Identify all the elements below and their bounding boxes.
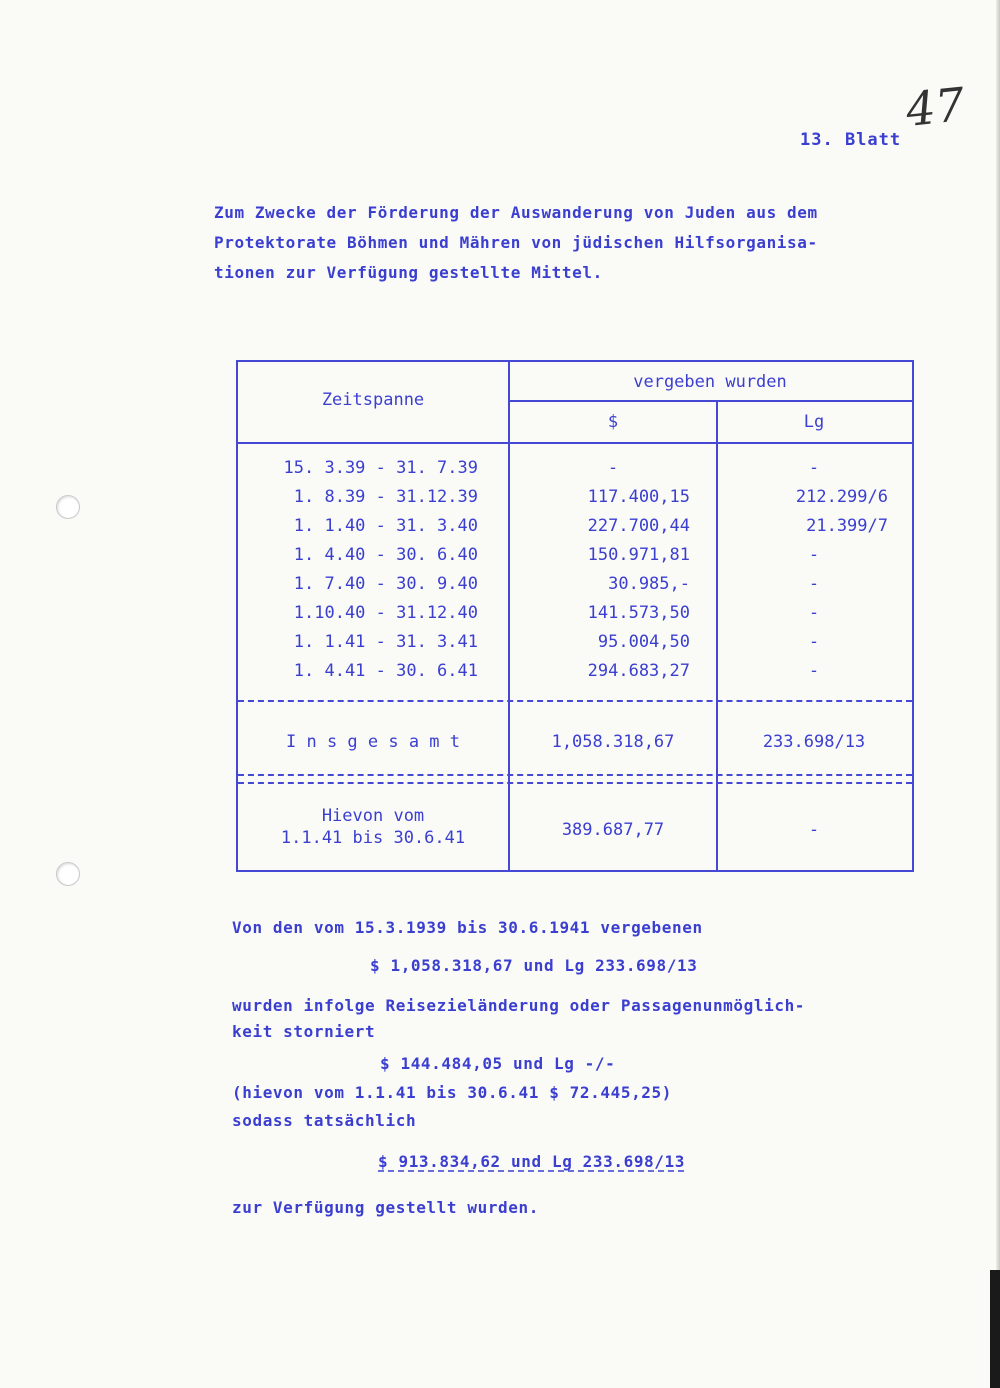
lg-cell: - xyxy=(808,603,820,623)
lg-cell: - xyxy=(808,458,820,478)
funds-table xyxy=(236,360,914,872)
total-lg: 233.698/13 xyxy=(762,732,866,752)
dollar-cell: 117.400,15 xyxy=(587,487,690,507)
summary-line: $ 1,058.318,67 und Lg 233.698/13 xyxy=(370,956,698,975)
page-edge xyxy=(996,0,1000,1388)
total-label: I n s g e s a m t xyxy=(286,732,460,752)
dollar-cell: 227.700,44 xyxy=(587,516,690,536)
intro-line: tionen zur Verfügung gestellte Mittel. xyxy=(214,263,603,282)
column-header-lg: Lg xyxy=(803,412,825,432)
column-header-group: vergeben wurden xyxy=(633,372,787,392)
punch-hole-bottom xyxy=(56,862,80,886)
period-cell: 1. 4.40 - 30. 6.40 xyxy=(293,545,478,565)
summary-line: wurden infolge Reisezieländerung oder Passagenunmöglich- xyxy=(232,996,806,1015)
period-cell: 1. 1.41 - 31. 3.41 xyxy=(293,632,478,652)
dollar-cell: 141.573,50 xyxy=(587,603,690,623)
dollar-cell: 95.004,50 xyxy=(597,632,690,652)
column-header-period: Zeitspanne xyxy=(321,390,425,410)
lg-cell: - xyxy=(808,661,820,681)
dollar-cell: - xyxy=(607,458,619,478)
total-dollar: 1,058.318,67 xyxy=(551,732,675,752)
period-cell: 1. 4.41 - 30. 6.41 xyxy=(293,661,478,681)
summary-line: sodass tatsächlich xyxy=(232,1111,417,1130)
sheet-label: 13. Blatt xyxy=(800,130,902,150)
lg-cell: 21.399/7 xyxy=(806,516,888,536)
table-divider xyxy=(238,782,912,784)
table-divider xyxy=(238,774,912,776)
summary-line-underlined: $ 913.834,62 und Lg 233.698/13 xyxy=(378,1152,685,1171)
summary-line: Von den vom 15.3.1939 bis 30.6.1941 vergebenen xyxy=(232,918,703,937)
subtotal-label-line1: Hievon vom xyxy=(321,806,425,826)
period-cell: 1. 8.39 - 31.12.39 xyxy=(293,487,478,507)
period-cell: 1. 7.40 - 30. 9.40 xyxy=(293,574,478,594)
table-divider xyxy=(238,442,912,444)
subtotal-label-line2: 1.1.41 bis 30.6.41 xyxy=(280,828,466,848)
dollar-cell: 150.971,81 xyxy=(587,545,690,565)
page-corner-shadow xyxy=(990,1270,1000,1388)
summary-line: (hievon vom 1.1.41 bis 30.6.41 $ 72.445,25) xyxy=(232,1083,673,1102)
column-header-dollar: $ xyxy=(607,412,619,432)
intro-paragraph xyxy=(214,198,954,288)
intro-line: Zum Zwecke der Förderung der Auswanderung von Juden aus dem xyxy=(214,203,818,222)
dollar-cell: 30.985,- xyxy=(608,574,690,594)
subtotal-dollar: 389.687,77 xyxy=(561,820,665,840)
lg-cell: - xyxy=(808,632,820,652)
dollar-cell: 294.683,27 xyxy=(587,661,690,681)
table-divider xyxy=(238,700,912,702)
intro-line: Protektorate Böhmen und Mähren von jüdischen Hilfsorganisa- xyxy=(214,233,818,252)
period-cell: 1. 1.40 - 31. 3.40 xyxy=(293,516,478,536)
table-divider xyxy=(508,400,912,402)
subtotal-lg: - xyxy=(808,820,820,840)
period-cell: 15. 3.39 - 31. 7.39 xyxy=(283,458,478,478)
summary-line: keit storniert xyxy=(232,1022,376,1041)
summary-line: zur Verfügung gestellt wurden. xyxy=(232,1198,539,1217)
lg-cell: - xyxy=(808,545,820,565)
punch-hole-top xyxy=(56,495,80,519)
period-cell: 1.10.40 - 31.12.40 xyxy=(293,603,478,623)
handwritten-page-number: 47 xyxy=(903,77,968,137)
lg-cell: 212.299/6 xyxy=(795,487,888,507)
lg-cell: - xyxy=(808,574,820,594)
summary-line: $ 144.484,05 und Lg -/- xyxy=(380,1054,616,1073)
